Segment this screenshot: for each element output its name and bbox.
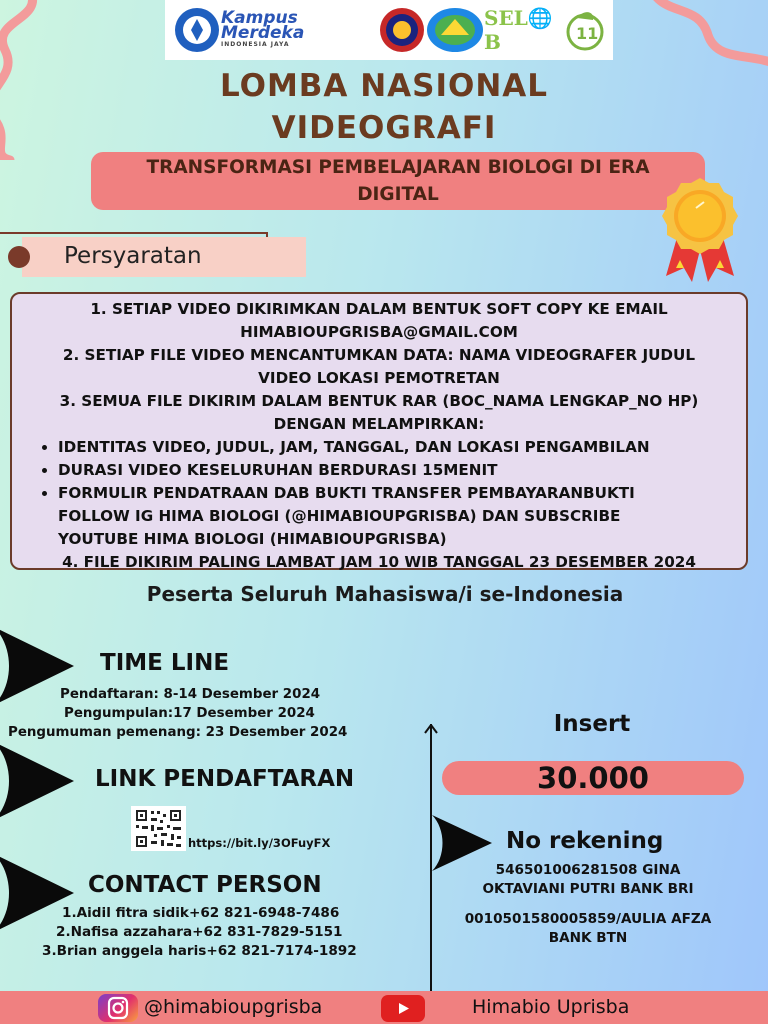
req-bullet-list — [20, 436, 738, 551]
arrow-pointer-icon — [0, 742, 78, 820]
req-bullet: • FORMULIR PENDATRAAN DAB BUKTI TRANSFER PEMBAYARANBUKTI FOLLOW IG HIMA BIOLOGI (@HIMABIOUPGRISBA) DAN SUBSCRIBE YOUTUBE HIMA BIOLOGI (HIMABIOUPGRISBA) — [58, 482, 738, 551]
req-bullet: • DURASI VIDEO KESELURUHAN BERDURASI 15MENIT — [58, 459, 738, 482]
contact-line: 1.Aidil fitra sidik+62 821-6948-7486 — [62, 905, 340, 921]
req-line: 4. FILE DIKIRIM PALING LAMBAT JAM 10 WIB TANGGAL 23 DESEMBER 2024 — [62, 553, 696, 571]
req-line: 2. SETIAP FILE VIDEO MENCANTUMKAN DATA: NAMA VIDEOGRAFER JUDUL — [62, 346, 696, 364]
university-seal-logo — [378, 7, 426, 53]
rekening-line: OKTAVIANI PUTRI BANK BRI — [482, 881, 694, 897]
timeline-line: Pendaftaran: 8-14 Desember 2024 — [60, 687, 321, 702]
rekening-line: BANK BTN — [548, 930, 628, 946]
title-line-1: LOMBA NASIONAL — [219, 68, 549, 104]
timeline-heading: TIME LINE — [100, 650, 230, 676]
contact-line: 3.Brian anggela haris+62 821-7174-1892 — [42, 943, 357, 959]
timeline-line: Pengumuman pemenang: 23 Desember 2024 — [8, 725, 348, 740]
req-line: DENGAN MELAMPIRKAN: — [273, 415, 485, 433]
subtitle-line-2: DIGITAL — [357, 184, 439, 205]
qr-code-icon[interactable] — [131, 806, 186, 851]
persyaratan-label: Persyaratan — [22, 237, 306, 277]
registration-link[interactable]: https://bit.ly/3OFuyFX — [188, 836, 331, 850]
persyaratan-dot — [8, 246, 30, 268]
subtitle-line-1: TRANSFORMASI PEMBELAJARAN BIOLOGI DI ERA — [146, 157, 650, 178]
eleven-logo — [565, 8, 605, 52]
link-heading: LINK PENDAFTARAN — [95, 766, 355, 792]
kampus-merdeka-logo: Kampus Merdeka INDONESIA JAYA — [221, 8, 305, 48]
participants-text: Peserta Seluruh Mahasiswa/i se-Indonesia — [146, 582, 624, 606]
rekening-line: 546501006281508 GINA — [495, 862, 681, 878]
req-bullet: • IDENTITAS VIDEO, JUDUL, JAM, TANGGAL, DAN LOKASI PENGAMBILAN — [58, 436, 738, 459]
price-pill: 30.000 — [442, 761, 744, 795]
hima-biologi-logo — [426, 7, 484, 53]
svg-text:11: 11 — [576, 24, 599, 43]
req-line: HIMABIOUPGRISBA@GMAIL.COM — [240, 323, 518, 341]
rekening-line: 0010501580005859/AULIA AFZA — [464, 911, 712, 927]
instagram-handle[interactable]: @himabioupgrisba — [144, 996, 323, 1018]
contact-heading: CONTACT PERSON — [88, 872, 322, 898]
insert-label: Insert — [553, 711, 631, 737]
req-line: VIDEO LOKASI PEMOTRETAN — [258, 369, 500, 387]
tut-wuri-logo — [173, 7, 221, 53]
req-line: 3. SEMUA FILE DIKIRIM DALAM BENTUK RAR (BOC_NAMA LENGKAP_NO HP) — [59, 392, 699, 410]
instagram-icon[interactable] — [98, 994, 138, 1022]
selob-logo: SEL🌐B — [484, 6, 553, 54]
youtube-icon[interactable] — [381, 995, 425, 1022]
youtube-channel[interactable]: Himabio Uprisba — [472, 996, 630, 1018]
contact-line: 2.Nafisa azzahara+62 831-7829-5151 — [56, 924, 343, 940]
title-line-2: VIDEOGRAFI — [271, 110, 497, 146]
arrow-up-icon — [424, 724, 438, 738]
subtitle-banner — [91, 152, 705, 210]
rekening-heading: No rekening — [506, 828, 664, 854]
sponsor-logo-bar — [165, 0, 613, 60]
req-line: 1. SETIAP VIDEO DIKIRIMKAN DALAM BENTUK SOFT COPY KE EMAIL — [90, 300, 668, 318]
medal-icon — [648, 176, 752, 284]
timeline-line: Pengumpulan:17 Desember 2024 — [64, 706, 315, 721]
requirements-box — [10, 292, 748, 570]
